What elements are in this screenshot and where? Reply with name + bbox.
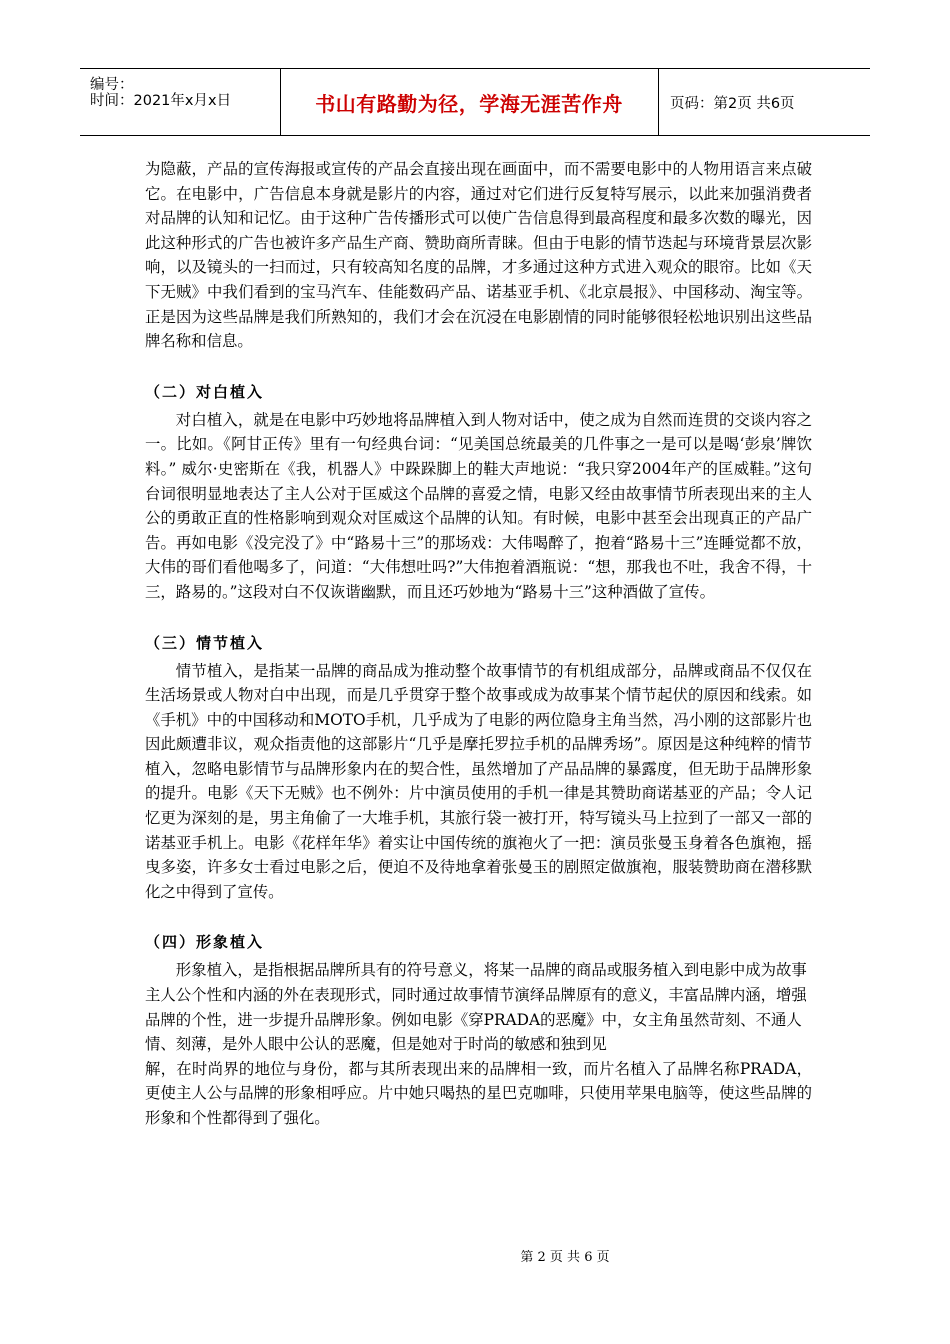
page-header <box>80 68 870 136</box>
section-paragraph-image-part1: 形象植入，是指根据品牌所具有的符号意义，将某一品牌的商品或服务植入到电影中成为故事主人公个性和内涵的外在表现形式，同时通过故事情节演绎品牌原有的意义，丰富品牌内涵，增强品牌的个性，进一步提升品牌形象。例如电影《穿PRADA的恶魔》中，女主角虽然苛刻、不通人情、刻薄，是外人眼中公认的恶魔，但是她对于时尚的敏感和独到见 <box>145 961 807 1054</box>
section-paragraph-image-part2: 解，在时尚界的地位与身份，都与其所表现出来的品牌相一致，而片名植入了品牌名称PRADA，更使主人公与品牌的形象相呼应。片中她只喝热的星巴克咖啡，只使用苹果电脑等，使这些品牌的形象和个性都得到了强化。 <box>145 1059 812 1127</box>
intro-paragraph: 为隐蔽，产品的宣传海报或宣传的产品会直接出现在画面中，而不需要电影中的人物用语言来点破它。在电影中，广告信息本身就是影片的内容，通过对它们进行反复特写展示，以此来加强消费者对品牌的认知和记忆。由于这种广告传播形式可以使广告信息得到最高程度和最多次数的曝光，因此这种形式的广告也被许多产品生产商、赞助商所青睐。但由于电影的情节迭起与环境背景层次影响，以及镜头的一扫而过，只有较高知名度的品牌，才多通过这种方式进入观众的眼帘。比如《天下无贼》中我们看到的宝马汽车、佳能数码产品、诺基亚手机、《北京晨报》、中国移动、淘宝等。正是因为这些品牌是我们所熟知的，我们才会在沉浸在电影剧情的同时能够很轻松地识别出这些品牌名称和信息。 <box>145 160 812 351</box>
header-motto: 书山有路勤为径，学海无涯苦作舟 <box>315 91 623 116</box>
header-page-info: 页码：第2页 共6页 <box>670 95 795 112</box>
section-heading-image: （四）形象植入 <box>145 933 265 952</box>
header-meta <box>80 69 280 135</box>
document-number-label: 编号： <box>90 77 134 93</box>
document-body <box>145 157 812 1131</box>
document-date-label: 时间：2021年x月x日 <box>90 93 232 109</box>
section-paragraph-plot: 情节植入，是指某一品牌的商品成为推动整个故事情节的有机组成部分，品牌或商品不仅仅在生活场景或人物对白中出现，而是几乎贯穿于整个故事或成为故事某个情节起伏的原因和线索。如《手机》中的中国移动和MOTO手机，几乎成为了电影的两位隐身主角当然，冯小刚的这部影片也因此颇遭非议，观众指责他的这部影片“几乎是摩托罗拉手机的品牌秀场”。原因是这种纯粹的情节植入，忽略电影情节与品牌形象内在的契合性，虽然增加了产品品牌的暴露度，但无助于品牌形象的提升。电影《天下无贼》也不例外：片中演员使用的手机一律是其赞助商诺基亚的产品；令人记忆更为深刻的是，男主角偷了一大堆手机，其旅行袋一被打开，特写镜头马上拉到了一部又一部的诺基亚手机上。电影《花样年华》着实让中国传统的旗袍火了一把：演员张曼玉身着各色旗袍，摇曳多姿，许多女士看过电影之后，便迫不及待地拿着张曼玉的剧照定做旗袍，服装赞助商在潜移默化之中得到了宣传。 <box>145 661 812 901</box>
section-heading-dialogue: （二）对白植入 <box>145 382 265 401</box>
section-heading-plot: （三）情节植入 <box>145 633 265 652</box>
page-footer: 第 2 页 共 6 页 <box>520 1250 610 1265</box>
section-paragraph-dialogue: 对白植入，就是在电影中巧妙地将品牌植入到人物对话中，使之成为自然而连贯的交谈内容之一。比如。《阿甘正传》里有一句经典台词：“见美国总统最美的几件事之一是可以是喝‘彭泉’牌饮料。” 威尔·史密斯在《我，机器人》中跺跺脚上的鞋大声地说：“我只穿2004年产的匡威鞋。”这句台词很明显地表达了主人公对于匡威这个品牌的喜爱之情，电影又经由故事情节所表现出来的主人公的勇敢正直的性格影响到观众对匡威这个品牌的认知。有时候，电影中甚至会出现真正的产品广告。再如电影《没完没了》中“路易十三”的那场戏：大伟喝醉了，抱着“路易十三”连睡觉都不放，大伟的哥们看他喝多了，问道：“大伟想吐吗?”大伟抱着酒瓶说：“想，那我也不吐，我舍不得，十三，路易的。”这段对白不仅诙谐幽默，而且还巧妙地为“路易十三”这种酒做了宣传。 <box>145 410 812 601</box>
